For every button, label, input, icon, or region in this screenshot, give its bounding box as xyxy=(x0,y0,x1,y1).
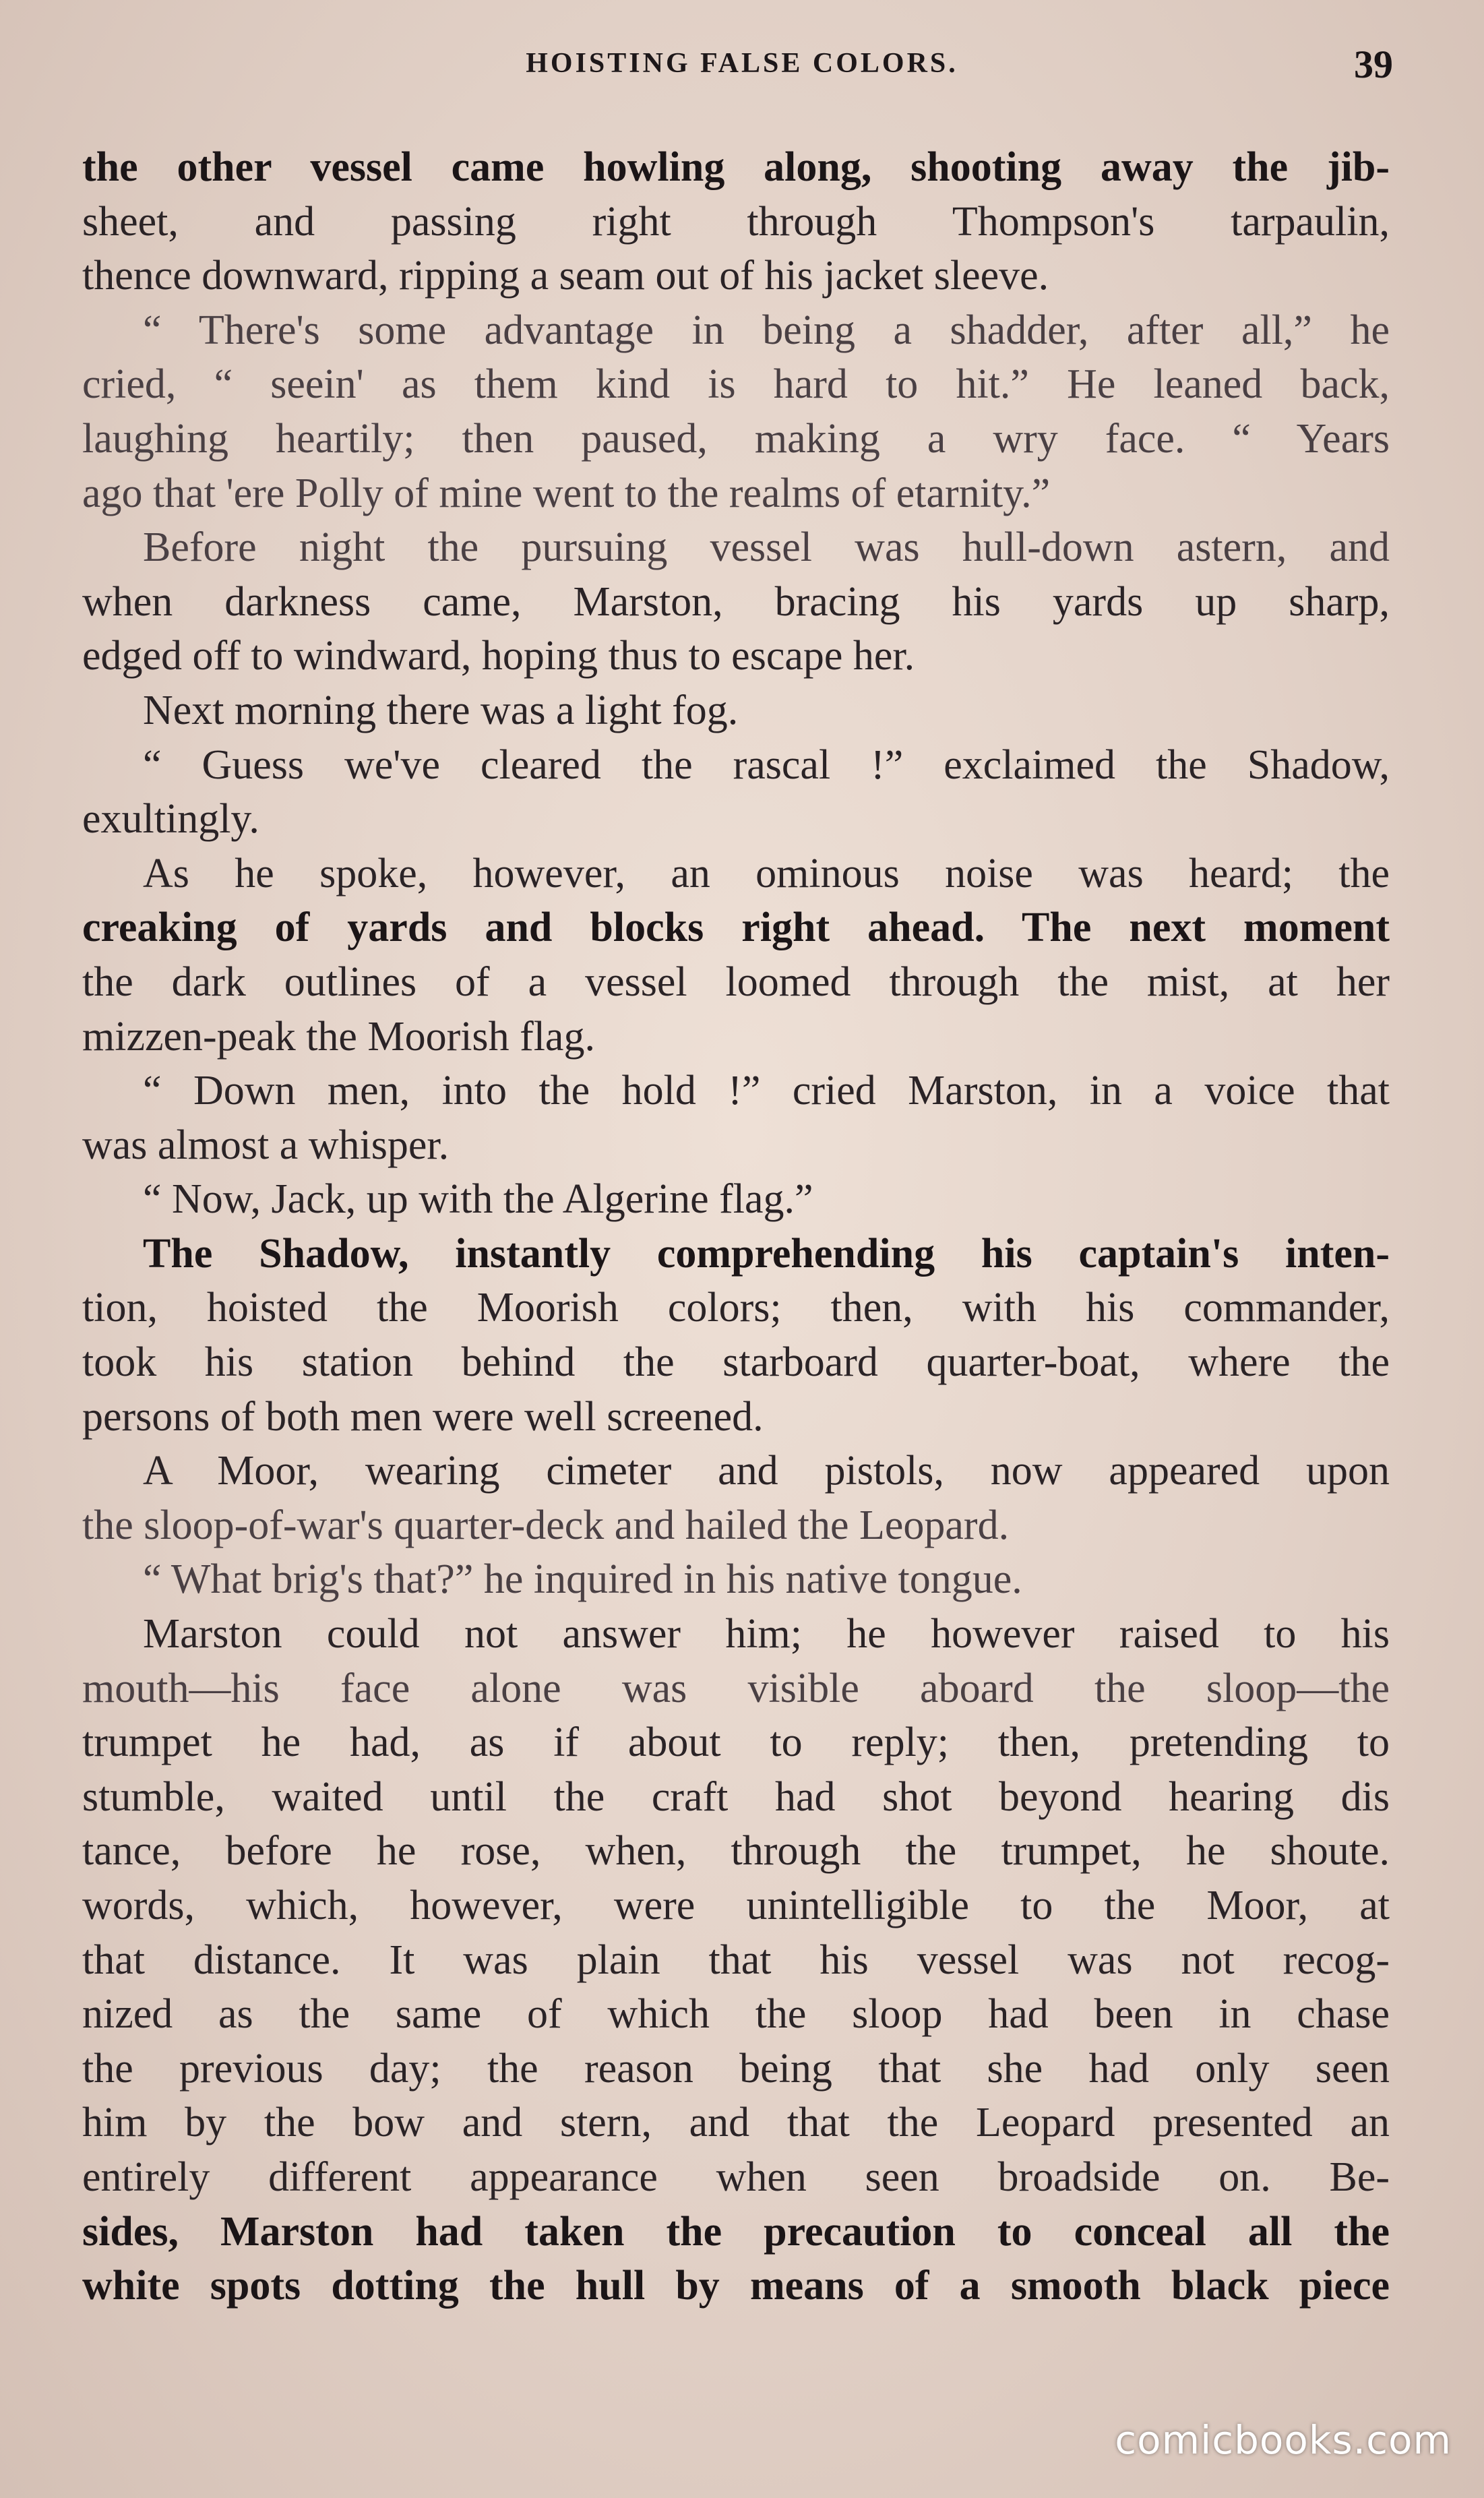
text-line: Before night the pursuing vessel was hull-down astern, and xyxy=(143,524,1390,571)
text-line: ago that 'ere Polly of mine went to the realms of etarnity.” xyxy=(82,470,1051,516)
text-line: Next morning there was a light fog. xyxy=(143,687,739,733)
text-line: sheet, and passing right through Thompson's tarpaulin, xyxy=(82,198,1390,245)
text-line: tion, hoisted the Moorish colors; then, with his commander, xyxy=(82,1285,1390,1331)
text-line: A Moor, wearing cimeter and pistols, now appeared upon xyxy=(143,1448,1390,1494)
text-line: entirely different appearance when seen broadside on. Be- xyxy=(82,2154,1390,2200)
text-line: “ Guess we've cleared the rascal !” exclaimed the Shadow, xyxy=(143,741,1390,788)
text-line: “ There's some advantage in being a shadder, after all,” he xyxy=(143,307,1390,353)
text-line: creaking of yards and blocks right ahead. The next moment xyxy=(82,905,1390,951)
text-line: Marston could not answer him; he however raised to his xyxy=(143,1611,1390,1657)
running-title: HOISTING FALSE COLORS. xyxy=(526,48,958,79)
text-line: The Shadow, instantly comprehending his captain's inten- xyxy=(143,1230,1390,1277)
page-number: 39 xyxy=(1354,42,1393,86)
text-line: the previous day; the reason being that she had only seen xyxy=(82,2045,1390,2092)
text-line: thence downward, ripping a seam out of his jacket sleeve. xyxy=(82,253,1049,299)
text-line: him by the bow and stern, and that the Leopard presented an xyxy=(82,2100,1390,2146)
text-line: trumpet he had, as if about to reply; then, pretending to xyxy=(82,1719,1390,1766)
text-line: was almost a whisper. xyxy=(82,1122,450,1168)
text-line: As he spoke, however, an ominous noise was heard; the xyxy=(143,850,1390,896)
text-line: the dark outlines of a vessel loomed through the mist, at her xyxy=(82,958,1390,1005)
text-line: “ What brig's that?” he inquired in his native tongue. xyxy=(143,1556,1022,1603)
text-line: mouth—his face alone was visible aboard the sloop—the xyxy=(82,1665,1390,1711)
text-line: white spots dotting the hull by means of a smooth black piece xyxy=(82,2263,1390,2309)
text-line: sides, Marston had taken the precaution to conceal all the xyxy=(82,2208,1390,2255)
text-line: took his station behind the starboard quarter-boat, where the xyxy=(82,1339,1390,1386)
watermark: comicbooks.com xyxy=(1115,2417,1452,2463)
text-line: persons of both men were well screened. xyxy=(82,1393,764,1440)
text-line: nized as the same of which the sloop had been in chase xyxy=(82,1991,1390,2038)
text-line: tance, before he rose, when, through the trumpet, he shoute. xyxy=(82,1828,1390,1875)
text-line: mizzen-peak the Moorish flag. xyxy=(82,1013,595,1060)
text-line: that distance. It was plain that his vessel was not recog- xyxy=(82,1937,1390,1983)
text-line: when darkness came, Marston, bracing his yards up sharp, xyxy=(82,578,1390,625)
body-text xyxy=(82,140,1390,2313)
text-line: stumble, waited until the craft had shot beyond hearing dis xyxy=(82,1773,1390,1820)
text-line: edged off to windward, hoping thus to escape her. xyxy=(82,633,915,679)
text-line: laughing heartily; then paused, making a wry face. “ Years xyxy=(82,415,1390,462)
text-line: words, which, however, were unintelligible to the Moor, at xyxy=(82,1883,1390,1928)
text-line: the sloop-of-war's quarter-deck and hailed the Leopard. xyxy=(82,1502,1010,1548)
text-line: cried, “ seein' as them kind is hard to hit.” He leaned back, xyxy=(82,361,1390,408)
text-line: “ Now, Jack, up with the Algerine flag.” xyxy=(143,1176,813,1223)
text-line: “ Down men, into the hold !” cried Marston, in a voice that xyxy=(143,1068,1390,1114)
running-head xyxy=(0,42,1484,96)
text-line: exultingly. xyxy=(82,796,259,843)
text-line: the other vessel came howling along, shooting away the jib- xyxy=(82,144,1390,190)
